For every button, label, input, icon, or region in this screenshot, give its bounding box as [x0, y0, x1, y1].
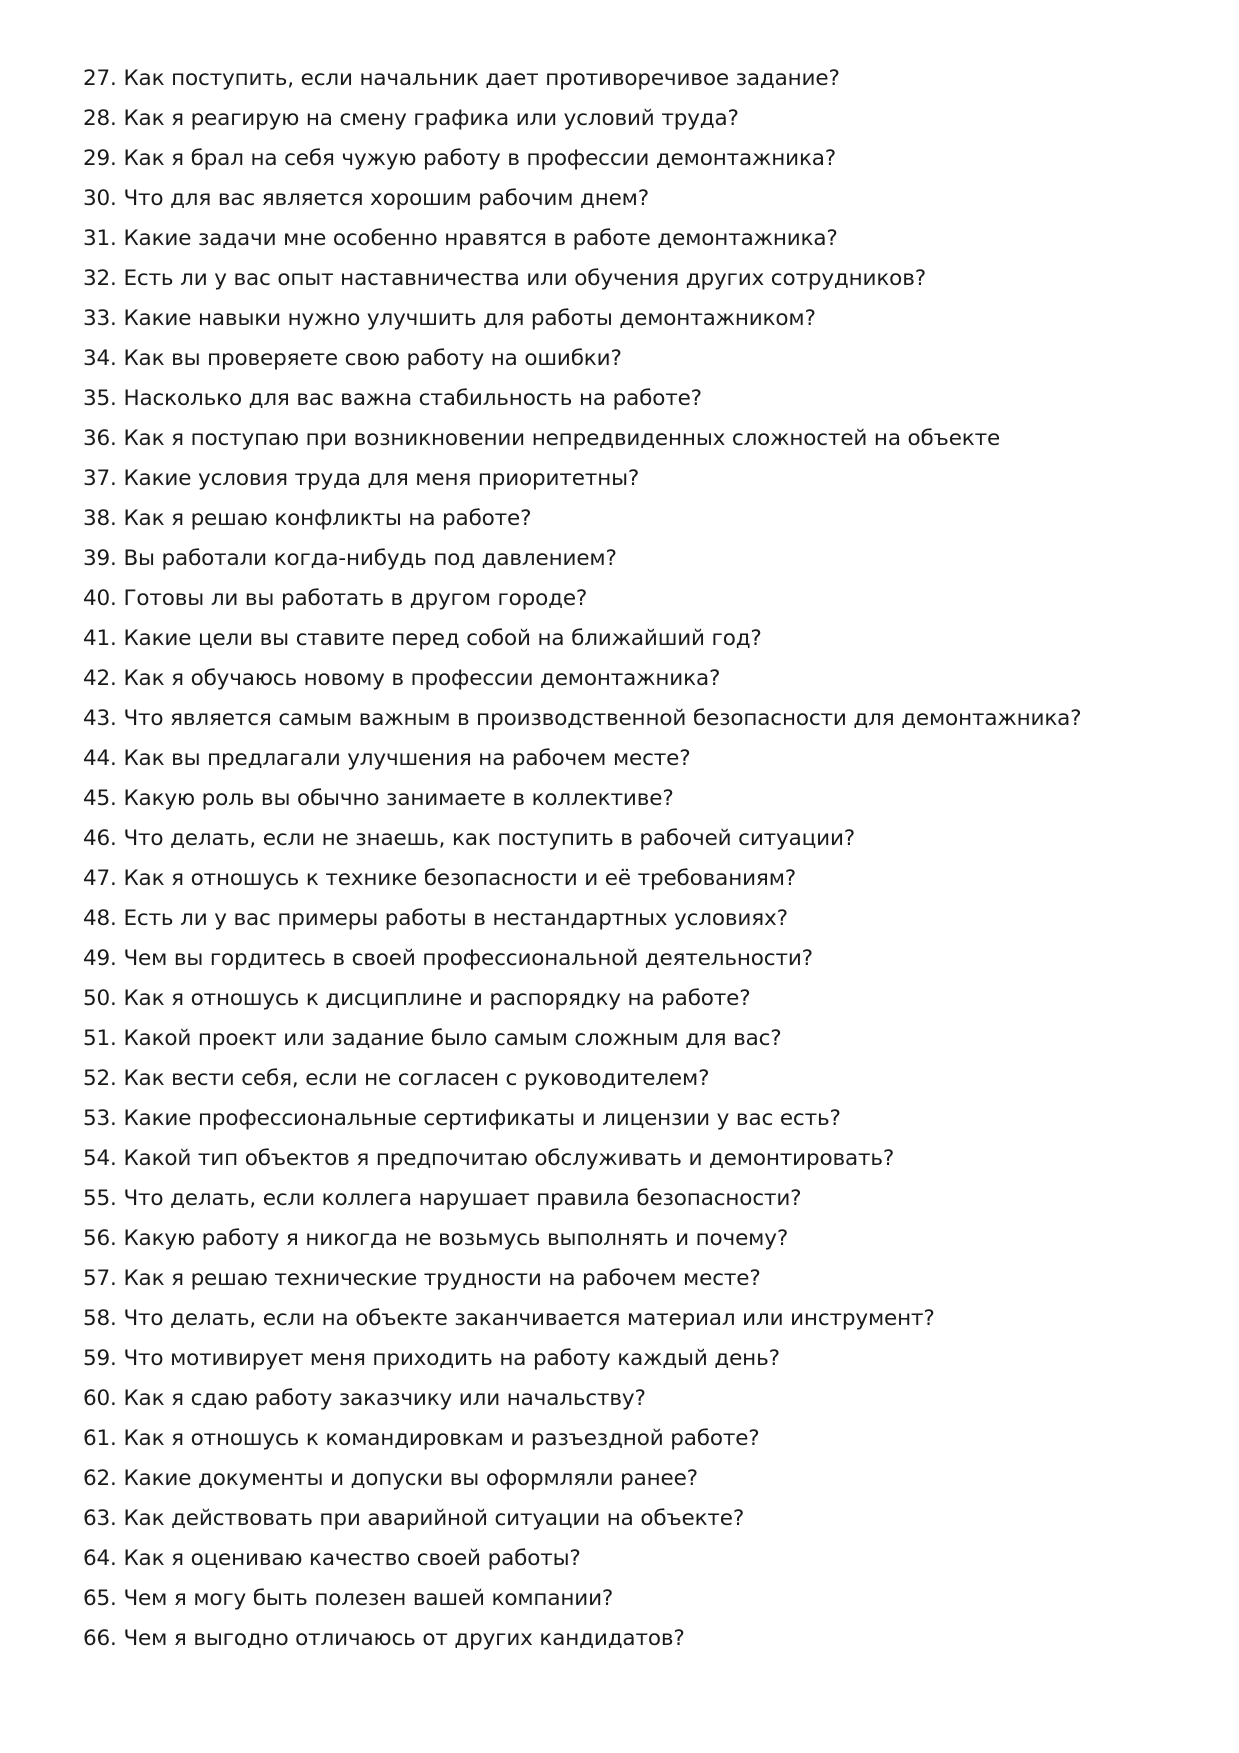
question-number: 39. — [83, 546, 117, 571]
list-item — [83, 1259, 1203, 1299]
question-number: 49. — [83, 946, 117, 971]
question-text: Как я решаю технические трудности на рабочем месте? — [123, 1266, 761, 1291]
question-number: 32. — [83, 266, 117, 291]
question-text: Как я решаю конфликты на работе? — [123, 506, 532, 531]
question-text: Как я отношусь к дисциплине и распорядку на работе? — [123, 986, 751, 1011]
question-number: 38. — [83, 506, 117, 531]
question-number: 42. — [83, 666, 117, 691]
question-text: Как действовать при аварийной ситуации на объекте? — [123, 1506, 745, 1531]
question-number: 45. — [83, 786, 117, 811]
question-text: Как я реагирую на смену графика или условий труда? — [123, 106, 739, 131]
question-text: Насколько для вас важна стабильность на работе? — [123, 386, 702, 411]
list-item — [83, 899, 1203, 939]
question-number: 31. — [83, 226, 117, 251]
question-number: 28. — [83, 106, 117, 131]
question-number: 55. — [83, 1186, 117, 1211]
question-text: Какие задачи мне особенно нравятся в работе демонтажника? — [123, 226, 838, 251]
question-text: Какой тип объектов я предпочитаю обслуживать и демонтировать? — [123, 1146, 895, 1171]
list-item — [83, 59, 1203, 99]
list-item — [83, 1019, 1203, 1059]
question-text: Есть ли у вас опыт наставничества или обучения других сотрудников? — [123, 266, 926, 291]
question-number: 41. — [83, 626, 117, 651]
question-text: Как я оцениваю качество своей работы? — [123, 1546, 581, 1571]
list-item — [83, 1379, 1203, 1419]
list-item — [83, 299, 1203, 339]
list-item — [83, 859, 1203, 899]
question-text: Чем я выгодно отличаюсь от других кандидатов? — [123, 1626, 685, 1651]
list-item — [83, 1059, 1203, 1099]
question-number: 65. — [83, 1586, 117, 1611]
question-number: 56. — [83, 1226, 117, 1251]
question-number: 33. — [83, 306, 117, 331]
question-text: Как вы предлагали улучшения на рабочем месте? — [123, 746, 691, 771]
question-text: Как вы проверяете свою работу на ошибки? — [123, 346, 622, 371]
question-number: 66. — [83, 1626, 117, 1651]
question-text: Что является самым важным в производственной безопасности для демонтажника? — [123, 706, 1082, 731]
list-item — [83, 419, 1203, 459]
list-item — [83, 659, 1203, 699]
question-number: 43. — [83, 706, 117, 731]
question-text: Какие профессиональные сертификаты и лицензии у вас есть? — [123, 1106, 841, 1131]
question-text: Какие навыки нужно улучшить для работы демонтажником? — [123, 306, 816, 331]
list-item — [83, 819, 1203, 859]
question-number: 27. — [83, 66, 117, 91]
question-text: Как я обучаюсь новому в профессии демонтажника? — [123, 666, 721, 691]
list-item — [83, 139, 1203, 179]
question-text: Как вести себя, если не согласен с руководителем? — [123, 1066, 710, 1091]
question-number: 50. — [83, 986, 117, 1011]
question-number: 61. — [83, 1426, 117, 1451]
list-item — [83, 259, 1203, 299]
question-text: Как я поступаю при возникновении непредвиденных сложностей на объекте — [123, 426, 1001, 451]
question-number: 53. — [83, 1106, 117, 1131]
question-text: Как я отношусь к технике безопасности и её требованиям? — [123, 866, 797, 891]
question-text: Какие документы и допуски вы оформляли ранее? — [123, 1466, 698, 1491]
list-item — [83, 1219, 1203, 1259]
list-item — [83, 1299, 1203, 1339]
list-item — [83, 1499, 1203, 1539]
question-text: Какие условия труда для меня приоритетны? — [123, 466, 640, 491]
list-item — [83, 1619, 1203, 1659]
list-item — [83, 379, 1203, 419]
question-number: 58. — [83, 1306, 117, 1331]
question-text: Какую работу я никогда не возьмусь выполнять и почему? — [123, 1226, 789, 1251]
list-item — [83, 499, 1203, 539]
question-number: 60. — [83, 1386, 117, 1411]
list-item — [83, 539, 1203, 579]
list-item — [83, 619, 1203, 659]
list-item — [83, 1339, 1203, 1379]
list-item — [83, 699, 1203, 739]
list-item — [83, 219, 1203, 259]
list-item — [83, 779, 1203, 819]
question-text: Как поступить, если начальник дает противоречивое задание? — [123, 66, 840, 91]
question-text: Какую роль вы обычно занимаете в коллективе? — [123, 786, 674, 811]
question-text: Чем вы гордитесь в своей профессиональной деятельности? — [123, 946, 813, 971]
question-text: Что мотивирует меня приходить на работу каждый день? — [123, 1346, 780, 1371]
question-text: Как я сдаю работу заказчику или начальству? — [123, 1386, 646, 1411]
question-text: Готовы ли вы работать в другом городе? — [123, 586, 588, 611]
question-number: 36. — [83, 426, 117, 451]
question-text: Чем я могу быть полезен вашей компании? — [123, 1586, 614, 1611]
question-text: Вы работали когда-нибудь под давлением? — [123, 546, 617, 571]
list-item — [83, 579, 1203, 619]
list-item — [83, 1179, 1203, 1219]
list-item — [83, 179, 1203, 219]
question-number: 51. — [83, 1026, 117, 1051]
question-number: 40. — [83, 586, 117, 611]
question-text: Что для вас является хорошим рабочим днем? — [123, 186, 650, 211]
question-number: 54. — [83, 1146, 117, 1171]
question-number: 48. — [83, 906, 117, 931]
list-item — [83, 459, 1203, 499]
list-item — [83, 1419, 1203, 1459]
list-item — [83, 939, 1203, 979]
list-item — [83, 1539, 1203, 1579]
question-text: Как я брал на себя чужую работу в профессии демонтажника? — [123, 146, 837, 171]
question-list — [83, 59, 1203, 1659]
question-text: Есть ли у вас примеры работы в нестандартных условиях? — [123, 906, 788, 931]
question-number: 34. — [83, 346, 117, 371]
list-item — [83, 99, 1203, 139]
question-text: Какой проект или задание было самым сложным для вас? — [123, 1026, 782, 1051]
question-number: 46. — [83, 826, 117, 851]
question-number: 47. — [83, 866, 117, 891]
list-item — [83, 1459, 1203, 1499]
question-number: 44. — [83, 746, 117, 771]
list-item — [83, 979, 1203, 1019]
list-item — [83, 1139, 1203, 1179]
question-text: Что делать, если не знаешь, как поступить в рабочей ситуации? — [123, 826, 856, 851]
question-text: Какие цели вы ставите перед собой на ближайший год? — [123, 626, 762, 651]
question-number: 57. — [83, 1266, 117, 1291]
question-text: Что делать, если на объекте заканчивается материал или инструмент? — [123, 1306, 935, 1331]
question-number: 64. — [83, 1546, 117, 1571]
question-number: 30. — [83, 186, 117, 211]
list-item — [83, 1579, 1203, 1619]
question-number: 62. — [83, 1466, 117, 1491]
question-number: 52. — [83, 1066, 117, 1091]
list-item — [83, 339, 1203, 379]
question-number: 35. — [83, 386, 117, 411]
question-text: Что делать, если коллега нарушает правила безопасности? — [123, 1186, 802, 1211]
question-number: 29. — [83, 146, 117, 171]
question-number: 59. — [83, 1346, 117, 1371]
question-text: Как я отношусь к командировкам и разъездной работе? — [123, 1426, 760, 1451]
list-item — [83, 1099, 1203, 1139]
question-number: 63. — [83, 1506, 117, 1531]
question-number: 37. — [83, 466, 117, 491]
list-item — [83, 739, 1203, 779]
